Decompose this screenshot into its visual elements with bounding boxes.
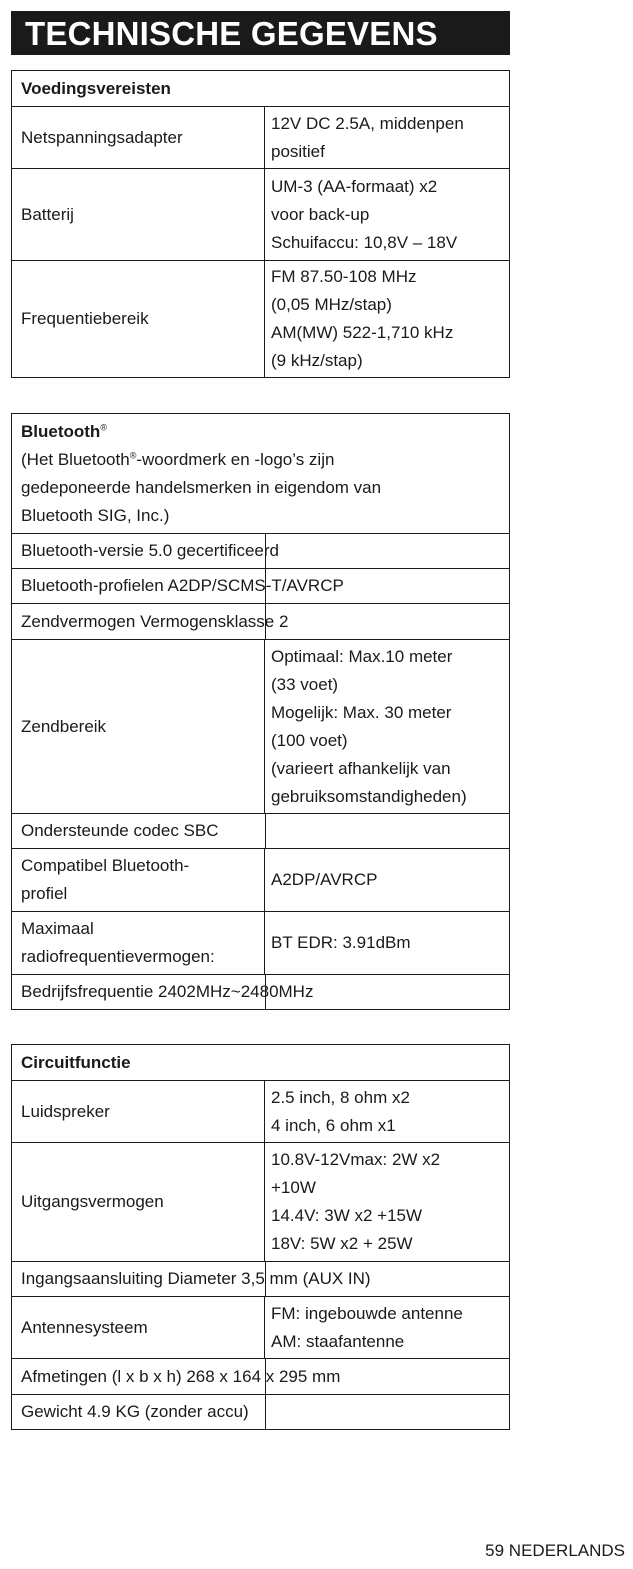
- row-label: Uitgangsvermogen: [12, 1143, 265, 1261]
- table-heading-row: [12, 1045, 509, 1080]
- row-label: Zendbereik: [12, 640, 265, 813]
- table-row: [12, 974, 509, 1009]
- table-heading-row: [12, 71, 509, 106]
- page-footer: 59 NEDERLANDS: [485, 1541, 625, 1560]
- bluetooth-heading-row: [12, 414, 509, 533]
- table-row: [12, 603, 509, 639]
- row-value: 2.5 inch, 8 ohm x2 4 inch, 6 ohm x1: [271, 1087, 410, 1135]
- power-heading: Voedingsvereisten: [21, 78, 171, 98]
- row-value: Optimaal: Max.10 meter (33 voet) Mogelijk: Max. 30 meter (100 voet) (varieert afhankelijk van gebruiksomstandigheden): [271, 646, 467, 806]
- circuit-function-table: [11, 1044, 510, 1430]
- bt-frequency: Bedrijfsfrequentie 2402MHz~2480MHz: [21, 982, 314, 1001]
- power-requirements-table: [11, 70, 510, 378]
- table-row: [12, 568, 509, 603]
- row-value: A2DP/AVRCP: [271, 870, 378, 889]
- row-label: Netspanningsadapter: [12, 107, 265, 168]
- table-row: [12, 639, 509, 813]
- dimensions: Afmetingen (l x b x h) 268 x 164 x 295 mm: [21, 1366, 341, 1386]
- row-value: 10.8V-12Vmax: 2W x2 +10W 14.4V: 3W x2 +15W 18V: 5W x2 + 25W: [271, 1150, 441, 1253]
- table-row: [12, 1142, 509, 1261]
- row-value: FM 87.50-108 MHz (0,05 MHz/stap) AM(MW) 522-1,710 kHz (9 kHz/stap): [271, 267, 454, 370]
- circuit-heading: Circuitfunctie: [21, 1052, 131, 1072]
- row-value: BT EDR: 3.91dBm: [271, 933, 411, 952]
- input-connector: Ingangsaansluiting Diameter 3,5 mm (AUX IN): [21, 1269, 371, 1288]
- bluetooth-heading-block: Bluetooth® (Het Bluetooth®-woordmerk en -logo’s zijn gedeponeerde handelsmerken in eigendom van Bluetooth SIG, Inc.): [21, 422, 382, 525]
- row-label: Compatibel Bluetooth- profiel: [12, 849, 265, 911]
- page-title: TECHNISCHE GEGEVENS: [11, 11, 510, 55]
- table-row: [12, 848, 509, 911]
- bluetooth-table: [11, 413, 510, 1010]
- table-row: [12, 1296, 509, 1358]
- bt-power-class: Zendvermogen Vermogensklasse 2: [21, 611, 289, 631]
- table-row: [12, 813, 509, 848]
- table-row: [12, 1080, 509, 1142]
- row-label: Batterij: [12, 169, 265, 260]
- table-row: [12, 1261, 509, 1296]
- table-row: [12, 533, 509, 568]
- registered-mark: ®: [100, 422, 107, 433]
- table-row: [12, 1394, 509, 1429]
- row-label: Maximaal radiofrequentievermogen:: [12, 912, 265, 974]
- row-value: 12V DC 2.5A, middenpen positief: [271, 113, 464, 161]
- row-label: Antennesysteem: [12, 1297, 265, 1358]
- row-label: Luidspreker: [12, 1081, 265, 1142]
- row-value: UM-3 (AA-formaat) x2 voor back-up Schuifaccu: 10,8V – 18V: [271, 176, 458, 252]
- table-row: [12, 106, 509, 168]
- row-value: FM: ingebouwde antenne AM: staafantenne: [271, 1303, 463, 1351]
- bt-version: Bluetooth-versie 5.0 gecertificeerd: [21, 541, 279, 560]
- row-label: Frequentiebereik: [12, 261, 265, 377]
- weight: Gewicht 4.9 KG (zonder accu): [21, 1402, 249, 1421]
- bluetooth-heading: Bluetooth: [21, 422, 101, 441]
- bt-codec: Ondersteunde codec SBC: [21, 821, 219, 840]
- bt-profiles: Bluetooth-profielen A2DP/SCMS-T/AVRCP: [21, 576, 344, 595]
- table-row: [12, 1358, 509, 1394]
- table-row: [12, 168, 509, 260]
- table-row: [12, 911, 509, 974]
- table-row: [12, 260, 509, 377]
